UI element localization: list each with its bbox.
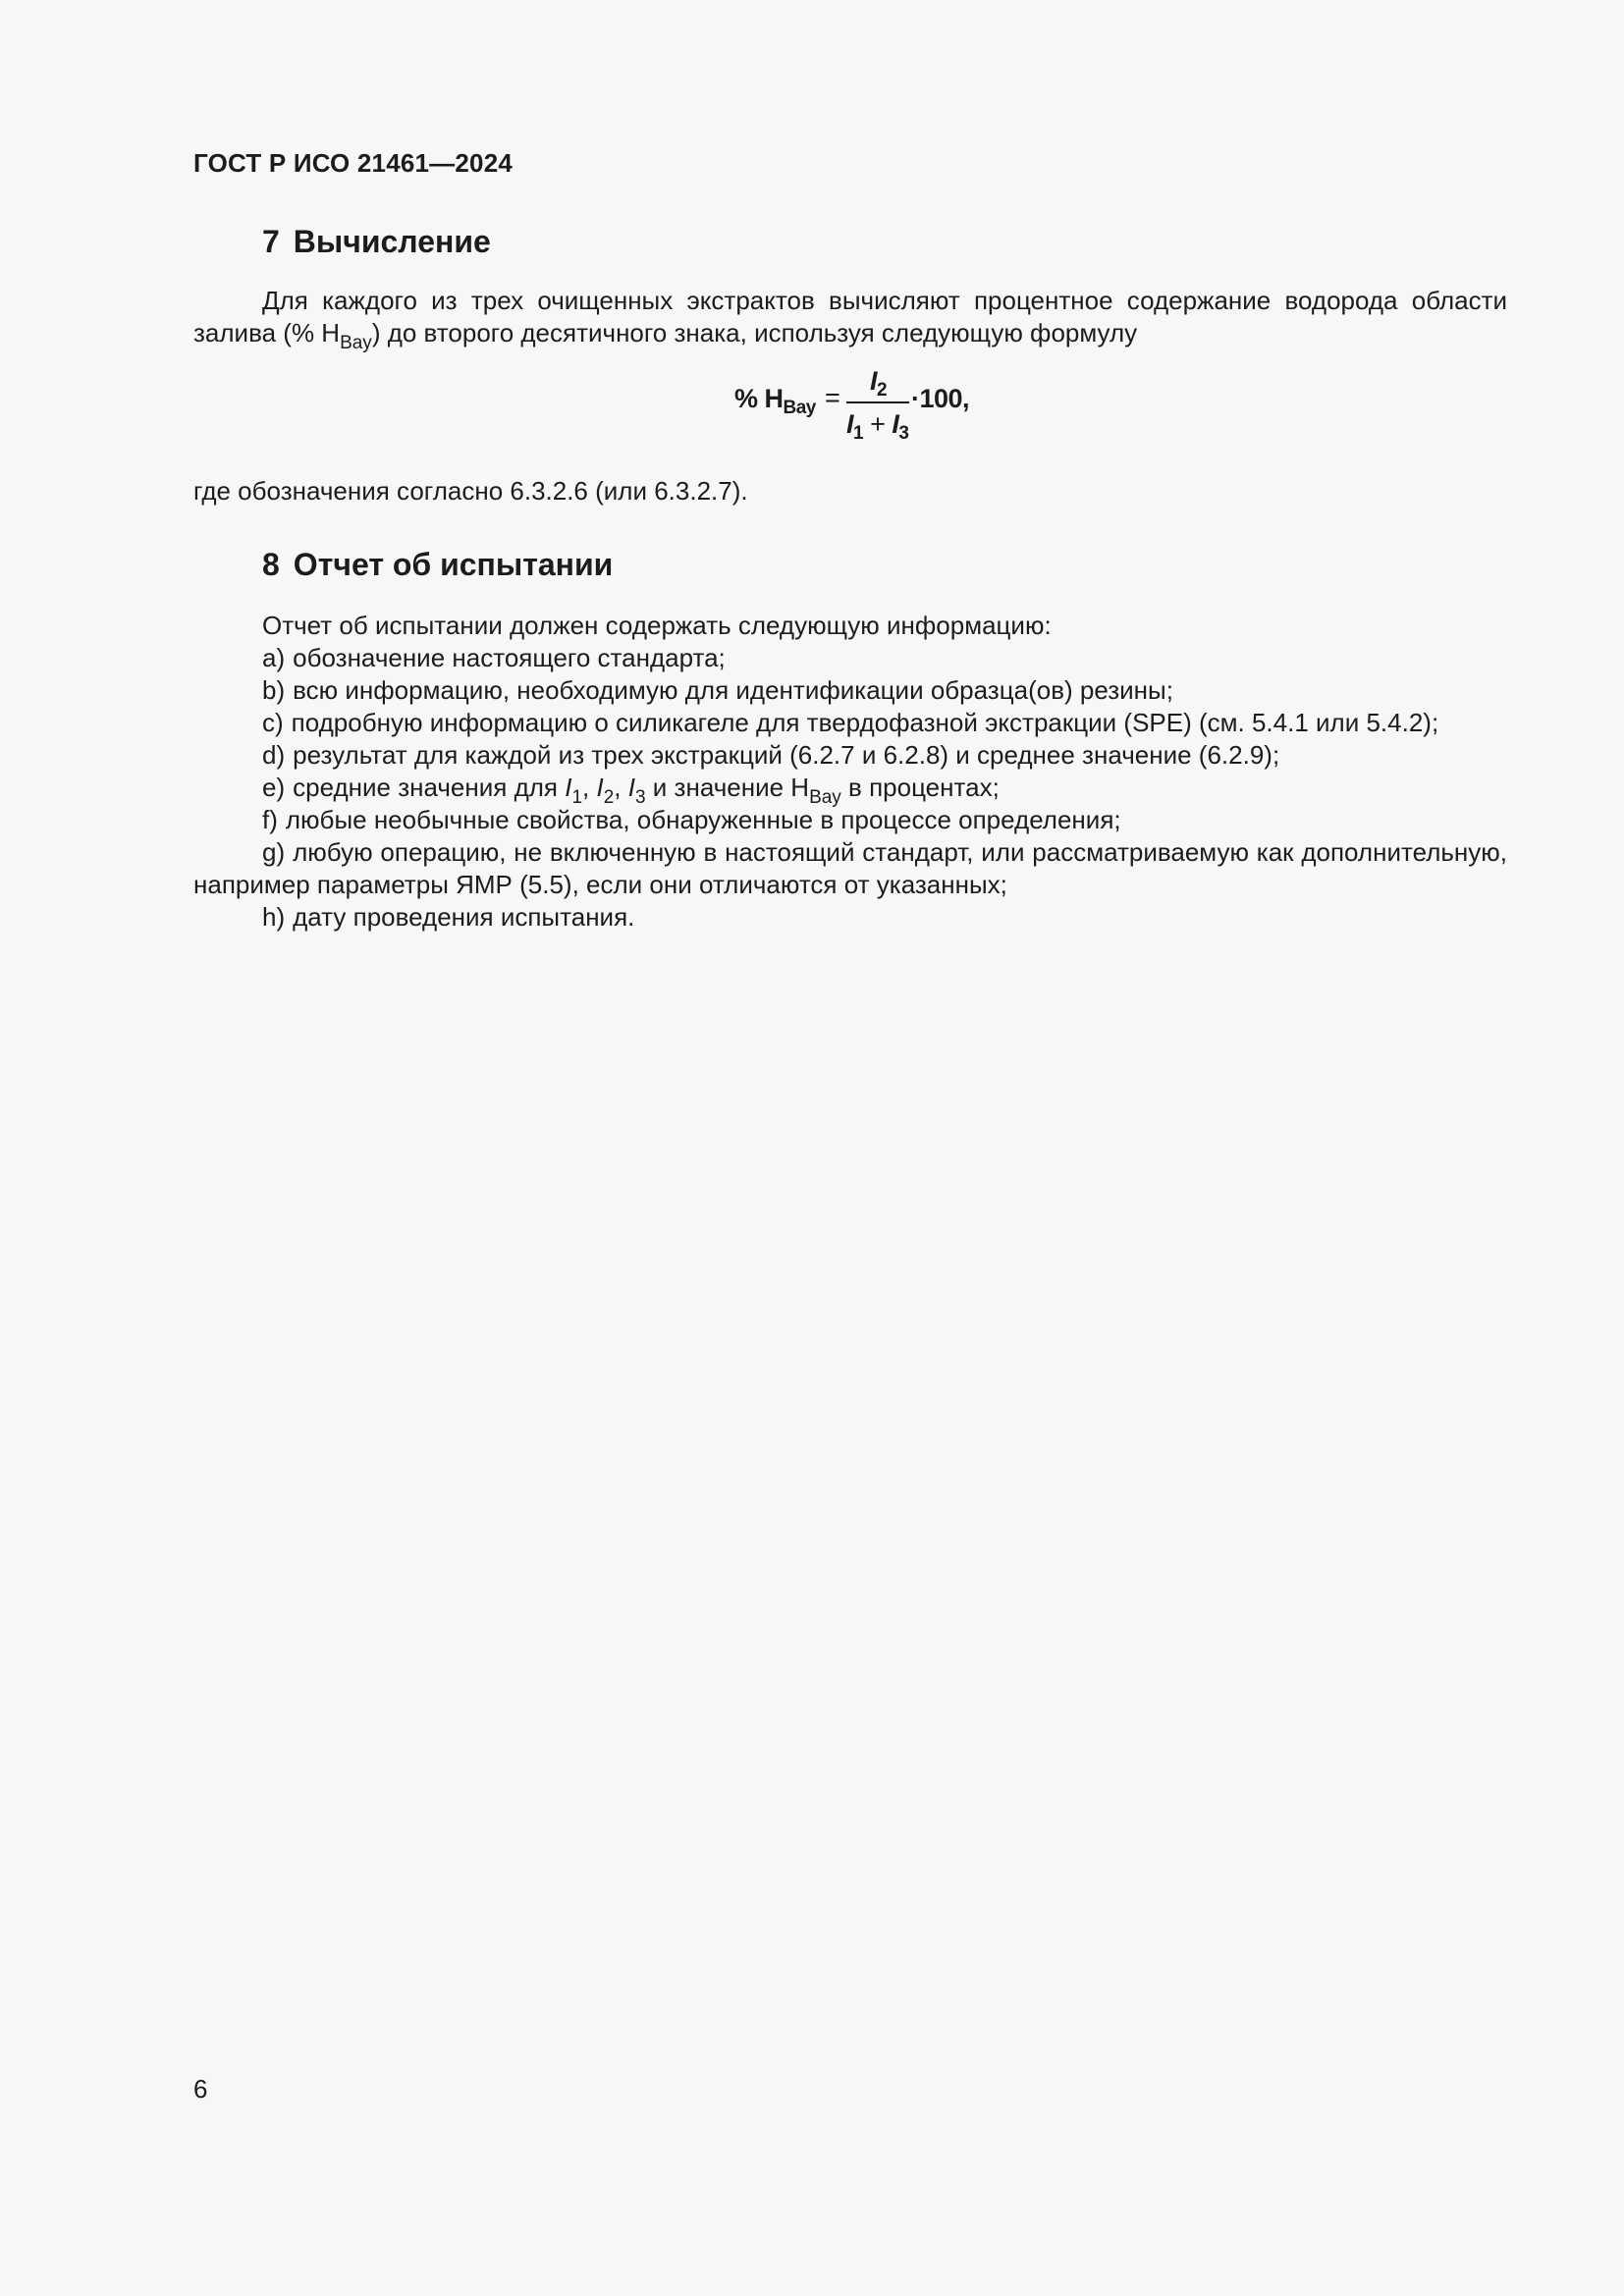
- section-8-title-text: Отчет об испытании: [293, 547, 614, 582]
- numerator-var: I: [870, 366, 878, 396]
- intro-text-part1: Для каждого из трех очищенных экстрактов вычисляют процентное содержание водорода области залива (% H: [193, 286, 1507, 347]
- item-e-sep2: ,: [614, 773, 628, 802]
- item-e-sub3: 3: [634, 787, 646, 808]
- section-7-where: где обозначения согласно 6.3.2.6 (или 6.3.2.7).: [193, 476, 748, 506]
- formula: [734, 366, 990, 449]
- item-e-var2: I: [596, 773, 604, 802]
- denominator-var2: I: [892, 409, 899, 439]
- item-e-sub1: 1: [571, 787, 583, 808]
- item-e-var3: I: [627, 773, 635, 802]
- list-item-e: [193, 772, 1507, 808]
- item-h-text: дату проведения испытания.: [293, 902, 635, 932]
- item-d-label: d): [262, 740, 286, 770]
- section-7-title-text: Вычисление: [293, 224, 491, 259]
- formula-lhs: [734, 384, 816, 418]
- denominator-subscript1: 1: [853, 423, 864, 444]
- item-b-label: b): [262, 675, 286, 705]
- formula-numerator: [870, 366, 888, 400]
- report-intro: Отчет об испытании должен содержать следующую информацию:: [262, 611, 1052, 640]
- list-item-d: [193, 739, 1507, 772]
- item-d-text: результат для каждой из трех экстракций (6.2.7 и 6.2.8) и среднее значение (6.2.9);: [293, 740, 1280, 770]
- list-item-g: [193, 836, 1507, 901]
- item-e-sub-bay: Bay: [809, 787, 841, 808]
- denominator-subscript2: 3: [898, 423, 909, 444]
- formula-denominator: [846, 409, 909, 444]
- formula-lhs-subscript: Bay: [783, 398, 816, 418]
- list-item-h: [193, 901, 1507, 934]
- formula-tail: ·100,: [911, 384, 970, 413]
- list-item-b: [193, 674, 1507, 707]
- denominator-var1: I: [846, 409, 854, 439]
- list-item-a: [193, 642, 1507, 674]
- item-g-text: любую операцию, не включенную в настоящий стандарт, или рассматриваемую как дополнительную, например параметры ЯМР (5.5), если они отличаются от указанных;: [193, 837, 1507, 899]
- section-7-number: 7: [262, 224, 280, 259]
- item-e-var1: I: [565, 773, 572, 802]
- section-7-title: [262, 224, 491, 260]
- fraction-bar: [846, 401, 909, 403]
- item-e-sub2: 2: [603, 787, 615, 808]
- item-g-label: g): [262, 837, 286, 867]
- denominator-plus: +: [863, 409, 893, 439]
- item-e-text2: и значение H: [645, 773, 810, 802]
- intro-text-part2: ) до второго десятичного знака, используя следующую формулу: [371, 318, 1138, 347]
- report-items-list: [193, 610, 1507, 934]
- item-a-label: a): [262, 643, 286, 672]
- numerator-subscript: 2: [877, 380, 888, 400]
- item-c-label: c): [262, 708, 284, 737]
- list-item-c: [193, 707, 1507, 739]
- item-e-sep1: ,: [582, 773, 597, 802]
- formula-equals: =: [825, 383, 840, 412]
- document-header: ГОСТ Р ИСО 21461—2024: [193, 148, 514, 178]
- item-e-text3: в процентах;: [840, 773, 1000, 802]
- page-number: 6: [193, 2074, 208, 2104]
- item-h-label: h): [262, 902, 286, 932]
- section-8-number: 8: [262, 547, 280, 582]
- item-a-text: обозначение настоящего стандарта;: [293, 643, 726, 672]
- list-item-f: [193, 804, 1507, 836]
- item-f-text: любые необычные свойства, обнаруженные в процессе определения;: [285, 805, 1121, 834]
- section-7-intro: [193, 285, 1507, 353]
- section-8-title: [262, 547, 613, 583]
- formula-lhs-text: % H: [734, 384, 784, 413]
- item-e-text1: средние значения для: [293, 773, 566, 802]
- item-e-label: e): [262, 773, 286, 802]
- intro-subscript: Bay: [340, 333, 372, 353]
- item-b-text: всю информацию, необходимую для идентификации образца(ов) резины;: [293, 675, 1173, 705]
- item-f-label: f): [262, 805, 278, 834]
- item-c-text: подробную информацию о силикагеле для твердофазной экстракции (SPE) (см. 5.4.1 или 5.4.2);: [291, 708, 1439, 737]
